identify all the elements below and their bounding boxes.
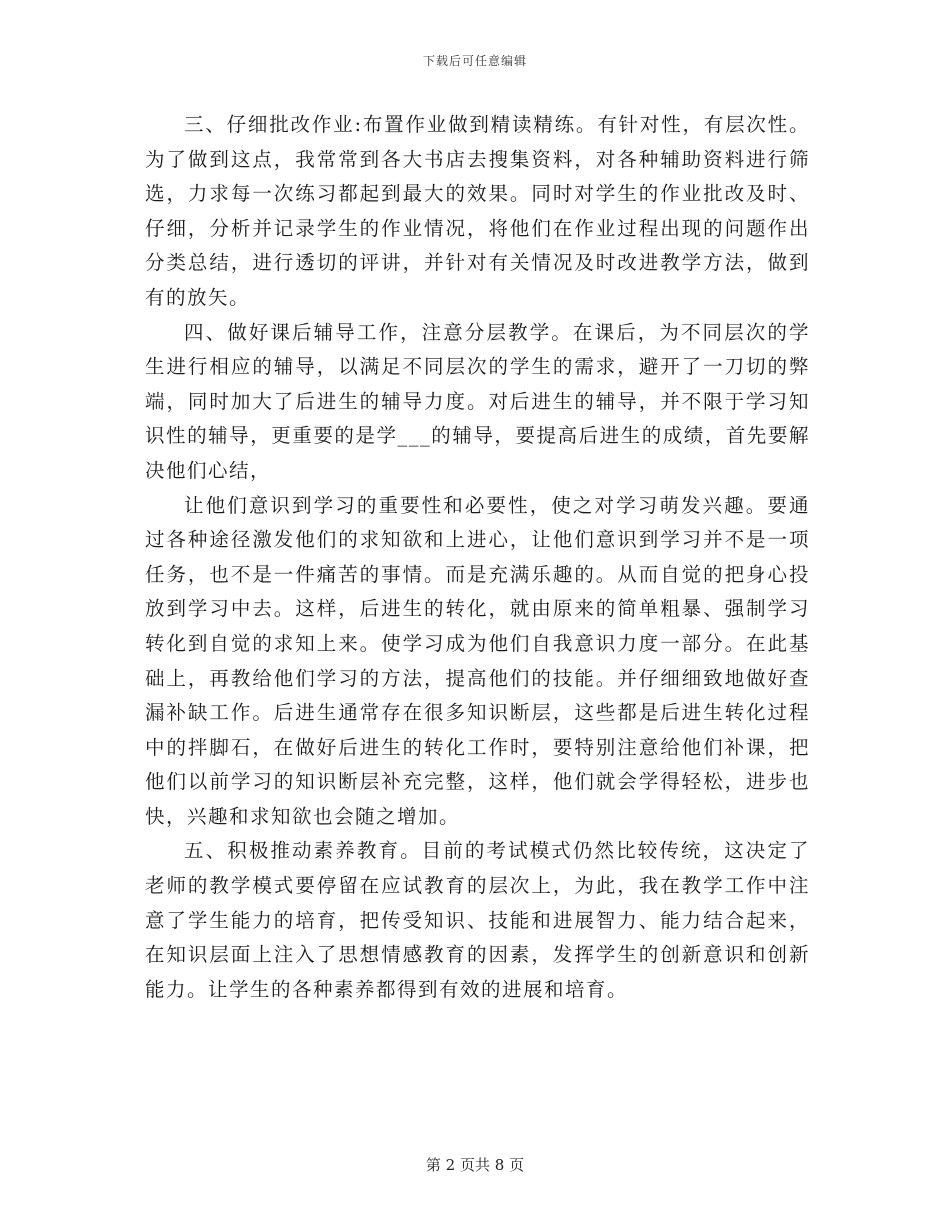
paragraph-motivation: 让他们意识到学习的重要性和必要性，使之对学习萌发兴趣。要通过各种途径激发他们的求知欲和上进心，让他们意识到学习并不是一项任务，也不是一件痛苦的事情。而是充满乐趣的。从而自觉的把身心投放到学习中去。这样，后进生的转化，就由原来的简单粗暴、强制学习转化到自觉的求知上来。使学习成为他们自我意识力度一部分。在此基础上，再教给他们学习的方法，提高他们的技能。并仔细细致地做好查漏补缺工作。后进生通常存在很多知识断层，这些都是后进生转化过程中的拌脚石，在做好后进生的转化工作时，要特别注意给他们补课，把他们以前学习的知识断层补充完整，这样，他们就会学得轻松，进步也快，兴趣和求知欲也会随之增加。 [145,493,810,828]
paragraph-quality-education: 五、积极推动素养教育。目前的考试模式仍然比较传统，这决定了老师的教学模式要停留在应试教育的层次上，为此，我在教学工作中注意了学生能力的培育，把传受知识、技能和进展智力、能力结合起来，在知识层面上注入了思想情感教育的因素，发挥学生的创新意识和创新能力。让学生的各种素养都得到有效的进展和培育。 [145,839,810,1001]
page-header: 下载后可任意编辑 [422,54,527,68]
document-body [145,108,810,1007]
paragraph-tutoring: 四、做好课后辅导工作，注意分层教学。在课后，为不同层次的学生进行相应的辅导，以满足不同层次的学生的需求，避开了一刀切的弊端，同时加大了后进生的辅导力度。对后进生的辅导，并不限于学习知识性的辅导，更重要的是学___的辅导，要提高后进生的成绩，首先要解决他们心结， [145,320,810,482]
paragraph-homework: 三、仔细批改作业:布置作业做到精读精练。有针对性，有层次性。为了做到这点，我常常到各大书店去搜集资料，对各种辅助资料进行筛选，力求每一次练习都起到最大的效果。同时对学生的作业批改及时、仔细，分析并记录学生的作业情况，将他们在作业过程出现的问题作出分类总结，进行透切的评讲，并针对有关情况及时改进教学方法，做到有的放矢。 [145,113,810,309]
page-footer: 第 2 页共 8 页 [425,1156,525,1174]
